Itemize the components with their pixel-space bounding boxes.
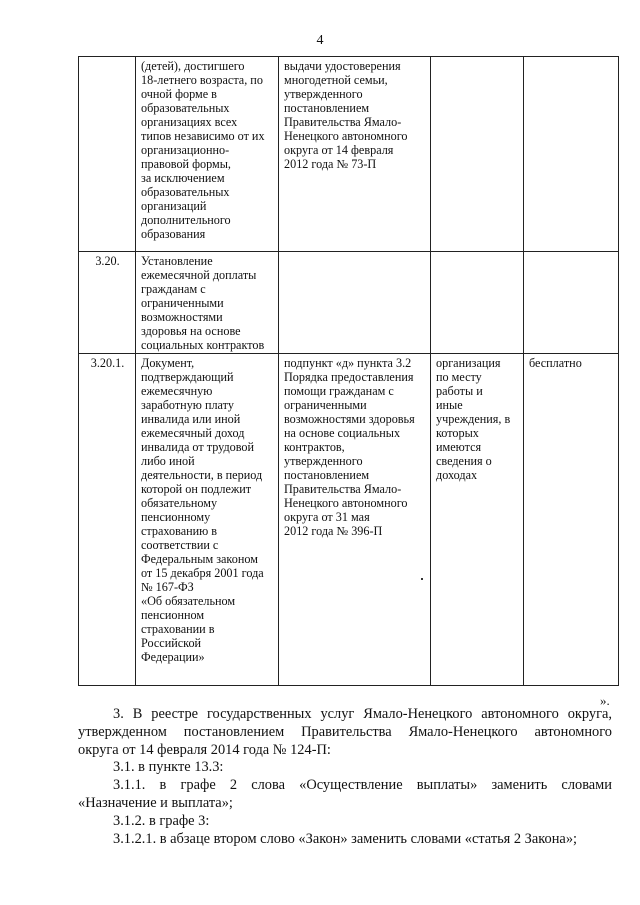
paragraph-line: 3.1.2.1. в абзаце втором слово «Закон» заменить словами «статья 2 Закона»; <box>113 831 578 847</box>
paragraph-line: 3.1. в пункте 13.3: <box>113 759 224 775</box>
basis-text: выдачи удостоверения многодетной семьи, утвержденного постановлением Правительства Ямало- Ненецкого автономного округа от 14 февраля 2012 года № 73-П <box>284 59 408 171</box>
row-number: 3.20.1. <box>90 356 125 370</box>
issuer-cell <box>431 354 524 686</box>
row-number-cell <box>79 252 136 354</box>
document-cell <box>136 252 279 354</box>
basis-cell <box>279 354 431 686</box>
paragraph-3-1-1 <box>78 776 612 812</box>
cost-cell <box>524 354 619 686</box>
basis-cell <box>279 252 431 354</box>
paragraph-3 <box>78 705 612 759</box>
paragraph-3-1 <box>78 758 612 776</box>
paragraph-line: 3. В реестре государственных услуг Ямало-Ненецкого автономного округа, <box>113 706 612 722</box>
table-row <box>79 252 619 354</box>
paragraph-line: 3.1.2. в графе 3: <box>113 813 210 829</box>
basis-text: подпункт «д» пункта 3.2 Порядка предоставления помощи гражданам с ограниченными возможностями здоровья на основе социальных контрактов, утвержденного постановлением Правительства Ямало- Ненецкого автономного округа от 31 мая 2012 года № 396-П <box>284 356 415 538</box>
page-number: 4 <box>316 33 324 48</box>
document-text: Документ, подтверждающий ежемесячную заработную плату инвалида или иной ежемесячный доход инвалида от трудовой либо иной деятельности, в период которой он подлежит обязательному пенсионному страхованию в соответствии с Федеральным законом от 15 декабря 2001 года № 167-ФЗ «Об обязательном пенсионном страховании в Российской Федерации» <box>141 356 264 664</box>
paragraph-line: «Назначение и выплата»; <box>78 795 233 811</box>
cost-cell <box>524 57 619 252</box>
document-cell <box>136 57 279 252</box>
table-row <box>79 57 619 252</box>
paragraph-3-1-2 <box>78 812 612 830</box>
registry-table <box>78 56 619 686</box>
document-cell <box>136 354 279 686</box>
row-number-cell <box>79 57 136 252</box>
paragraph-3-1-2-1 <box>78 830 612 848</box>
row-number: 3.20. <box>95 254 120 268</box>
document-text: Установление ежемесячной доплаты гражданам с ограниченными возможностями здоровья на основе социальных контрактов <box>141 254 265 352</box>
row-number-cell <box>79 354 136 686</box>
closing-quote: ». <box>600 693 610 708</box>
issuer-cell <box>431 57 524 252</box>
paragraph-line: 3.1.1. в графе 2 слова «Осуществление выплаты» заменить словами <box>113 777 612 793</box>
document-text: (детей), достигшего 18-летнего возраста, по очной форме в образовательных организациях всех типов независимо от их организационно- правовой формы, за исключением образовательных организаций дополнительного образования <box>141 59 265 241</box>
table-row <box>79 354 619 686</box>
issuer-cell <box>431 252 524 354</box>
cost-cell <box>524 252 619 354</box>
issuer-text: организация по месту работы и иные учреждения, в которых имеются сведения о доходах <box>436 356 511 482</box>
scan-speck <box>421 578 423 580</box>
cost-text: бесплатно <box>529 356 582 370</box>
basis-cell <box>279 57 431 252</box>
paragraph-line: округа от 14 февраля 2014 года № 124-П: <box>78 742 331 758</box>
paragraph-line: утвержденном постановлением Правительства Ямало-Ненецкого автономного <box>78 724 612 740</box>
